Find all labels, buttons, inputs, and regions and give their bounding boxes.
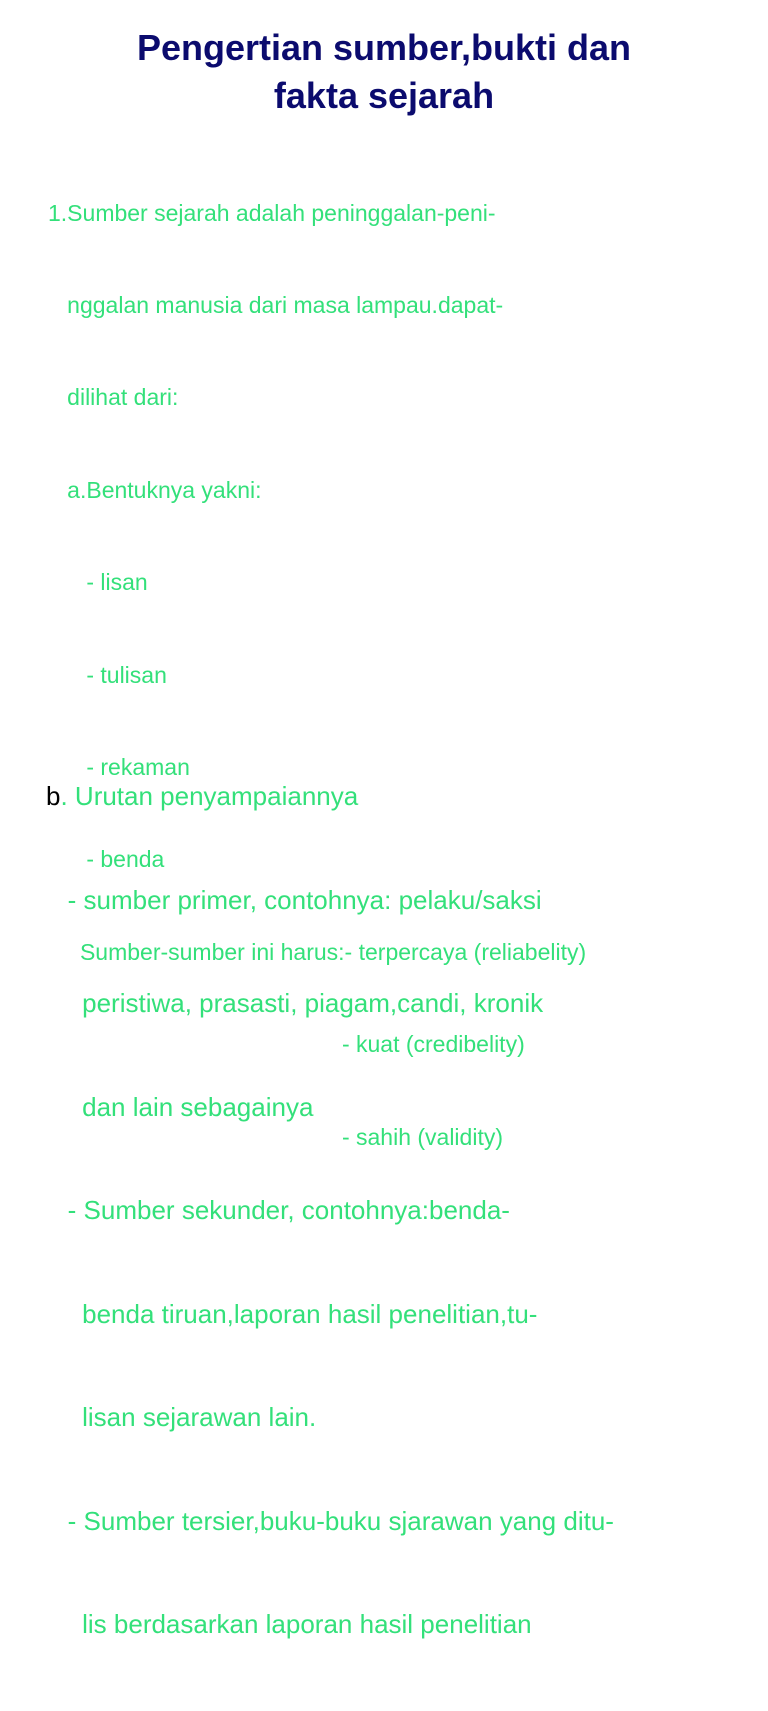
text-line: dan lain sebagainya bbox=[46, 1091, 314, 1122]
list-item: - rekaman bbox=[48, 753, 190, 780]
text-line: nggalan manusia dari masa lampau.dapat- bbox=[48, 291, 504, 318]
list-item: - Sumber tersier,buku-buku sjarawan yang ditu- bbox=[46, 1505, 614, 1536]
text-line: lis berdasarkan laporan hasil penelitian bbox=[46, 1609, 532, 1639]
list-item: - Sumber sekunder, contohnya:benda- bbox=[46, 1195, 510, 1225]
text-line: dilihat dari: bbox=[48, 384, 179, 411]
text-line: lisan sejarawan lain. bbox=[46, 1402, 317, 1432]
list-item: - tulisan bbox=[48, 661, 167, 688]
text-line: peristiwa, prasasti, piagam,candi, kronik bbox=[46, 988, 544, 1018]
text-line: 1.Sumber sejarah adalah peninggalan-peni- bbox=[48, 199, 496, 226]
text-line: a.Bentuknya yakni: bbox=[48, 476, 262, 503]
list-item: - lisan bbox=[48, 569, 148, 596]
list-item: - benda bbox=[48, 846, 165, 873]
title-line-1: Pengertian sumber,bukti dan bbox=[136, 27, 632, 68]
list-item: - sahih (validity) bbox=[48, 1123, 503, 1150]
section-order bbox=[46, 710, 614, 1711]
text-line: benda tiruan,laporan hasil penelitian,tu- bbox=[46, 1298, 538, 1329]
page-title bbox=[0, 24, 768, 120]
section-heading bbox=[46, 779, 614, 814]
section-letter: b bbox=[46, 781, 61, 811]
list-item: - sumber primer, contohnya: pelaku/saksi bbox=[46, 884, 542, 915]
text-line: Sumber-sumber ini harus:- terpercaya (reliabelity) bbox=[48, 938, 587, 965]
section-heading-text: . Urutan penyampaiannya bbox=[60, 781, 359, 811]
title-line-2: fakta sejarah bbox=[273, 75, 495, 116]
list-item: - kuat (credibelity) bbox=[48, 1031, 525, 1058]
